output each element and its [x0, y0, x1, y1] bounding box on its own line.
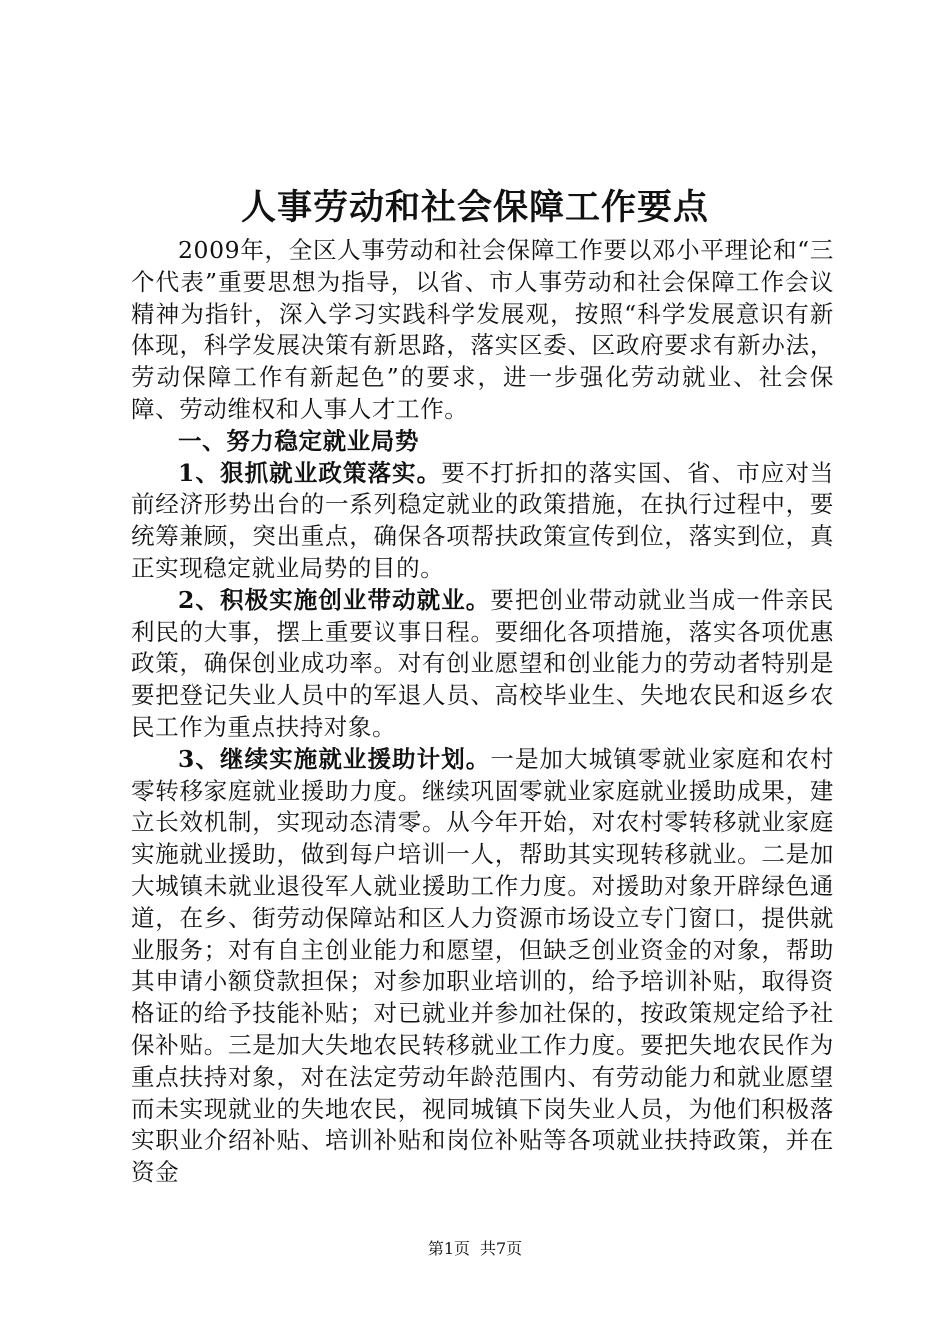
item-text-3: 一是加大城镇零就业家庭和农村零转移家庭就业援助力度。继续巩固零就业家庭就业援助成果，建立长效机制，实现动态清零。从今年开始，对农村零转移就业家庭实施就业援助，做到每户培训一人，帮助其实现转移就业。二是加大城镇未就业退役军人就业援助工作力度。对援助对象开辟绿色通道，在乡、街劳动保障站和区人力资源市场设立专门窗口，提供就业服务；对有自主创业能力和愿望，但缺乏创业资金的对象，帮助其申请小额贷款担保；对参加职业培训的，给予培训补贴，取得资格证的给予技能补贴；对已就业并参加社保的，按政策规定给予社保补贴。三是加大失地农民转移就业工作力度。要把失地农民作为重点扶持对象，对在法定劳动年龄范围内、有劳动能力和就业愿望而未实现就业的失地农民，视同城镇下岗失业人员，为他们积极落实职业介绍补贴、培训补贴和岗位补贴等各项就业扶持政策，并在资金: [131, 744, 834, 1187]
item-lead-1: 1、狠抓就业政策落实。: [178, 458, 442, 487]
intro-paragraph: 2009年，全区人事劳动和社会保障工作要以邓小平理论和“三个代表”重要思想为指导，以省、市人事劳动和社会保障工作会议精神为指针，深入学习实践科学发展观，按照“科学发展意识有新体现，科学发展决策有新思路，落实区委、区政府要求有新办法，劳动保障工作有新起色”的要求，进一步强化劳动就业、社会保障、劳动维权和人事人才工作。: [131, 236, 834, 423]
item-paragraph-1: [131, 458, 834, 585]
item-text-2: 要把创业带动就业当成一件亲民利民的大事，摆上重要议事日程。要细化各项措施，落实各项优惠政策，确保创业成功率。对有创业愿望和创业能力的劳动者特别是要把登记失业人员中的军退人员、高校毕业生、失地农民和返乡农民工作为重点扶持对象。: [131, 585, 834, 741]
document-body: [131, 235, 834, 1189]
item-text-1: 要不打折扣的落实国、省、市应对当前经济形势出台的一系列稳定就业的政策措施，在执行过程中，要统筹兼顾，突出重点，确保各项帮扶政策宣传到位，落实到位，真正实现稳定就业局势的目的。: [131, 458, 834, 582]
page-number-total: 共7页: [480, 1239, 523, 1258]
page-number-current: 第1页: [427, 1239, 470, 1258]
item-paragraph-3: [131, 744, 834, 1189]
section-heading: 一、努力稳定就业局势: [178, 426, 419, 455]
page-footer: [0, 1238, 950, 1260]
item-paragraph-2: [131, 585, 834, 744]
item-lead-3: 3、继续实施就业援助计划。: [178, 744, 491, 773]
item-lead-2: 2、积极实施创业带动就业。: [178, 585, 491, 614]
document-title: 人事劳动和社会保障工作要点: [240, 187, 709, 228]
